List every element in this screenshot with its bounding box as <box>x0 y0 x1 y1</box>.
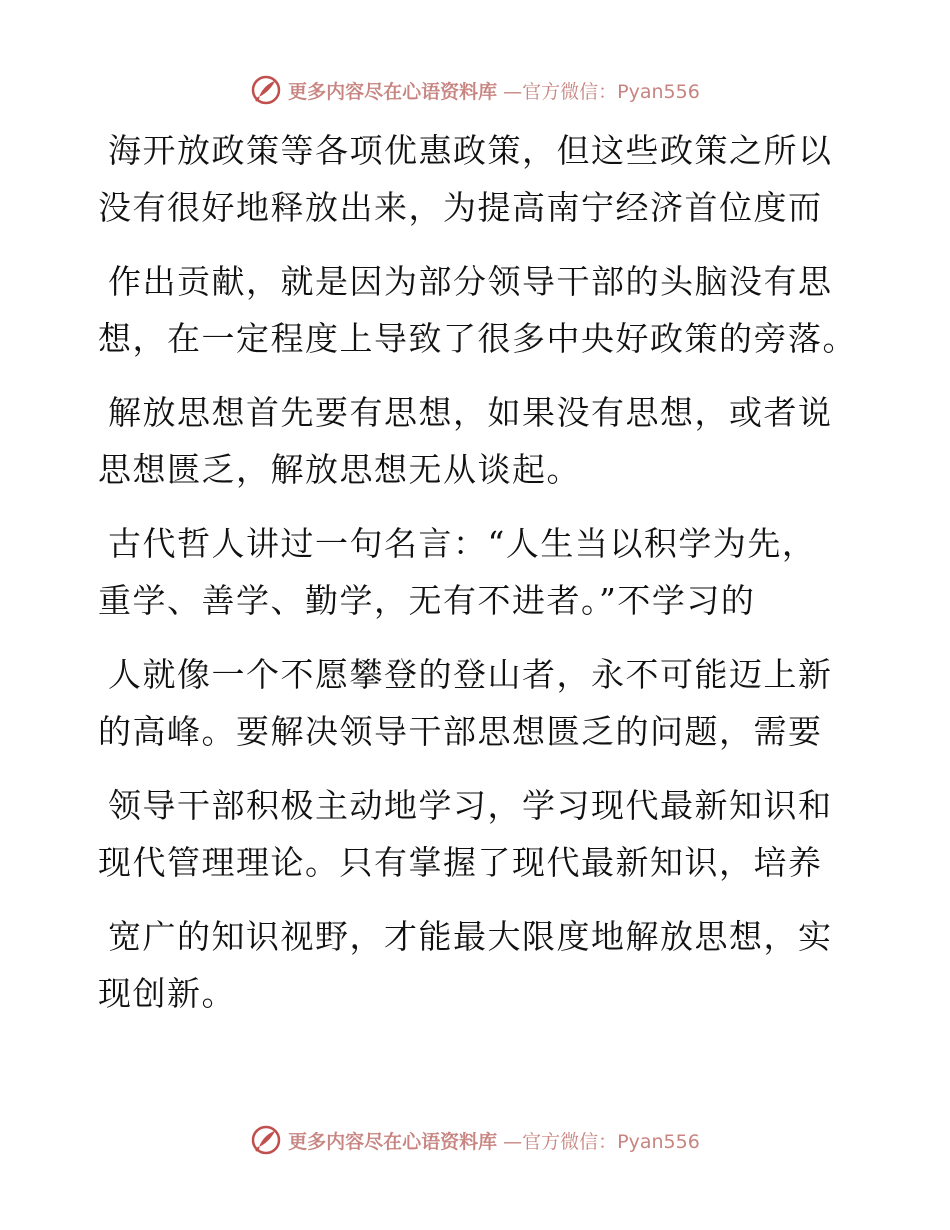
paragraph <box>98 122 838 236</box>
banner-wechat-text: —官方微信：Pyan556 <box>503 80 700 103</box>
footer-banner <box>0 1120 950 1160</box>
text-line: 没有很好地释放出来，为提高南宁经济首位度而 <box>98 188 823 227</box>
banner-brand-text: 更多内容尽在心语资料库 <box>288 1130 498 1153</box>
paragraph <box>98 777 838 891</box>
banner-brand-text: 更多内容尽在心语资料库 <box>288 80 498 103</box>
feather-pen-logo-icon <box>250 1124 282 1156</box>
header-banner <box>0 70 950 110</box>
paragraph <box>98 515 838 629</box>
paragraph <box>98 384 838 498</box>
text-line: 想，在一定程度上导致了很多中央好政策的旁落。 <box>98 319 857 358</box>
feather-pen-logo-icon <box>250 74 282 106</box>
text-line: 海开放政策等各项优惠政策，但这些政策之所以 <box>108 131 833 170</box>
text-line: 解放思想首先要有思想，如果没有思想，或者说 <box>108 393 833 432</box>
text-line: 的高峰。要解决领导干部思想匮乏的问题，需要 <box>98 712 823 751</box>
text-line: 作出贡献，就是因为部分领导干部的头脑没有思 <box>108 262 833 301</box>
paragraph <box>98 908 838 1022</box>
document-body <box>98 122 857 1039</box>
text-line: 古代哲人讲过一句名言：“人生当以积学为先， <box>108 524 817 563</box>
text-line: 现代管理理论。只有掌握了现代最新知识，培养 <box>98 843 823 882</box>
text-line: 人就像一个不愿攀登的登山者，永不可能迈上新 <box>108 655 833 694</box>
paragraph <box>98 646 838 760</box>
text-line: 领导干部积极主动地学习，学习现代最新知识和 <box>108 786 833 825</box>
text-line: 重学、善学、勤学，无有不进者。”不学习的 <box>98 581 756 620</box>
banner-wechat-text: —官方微信：Pyan556 <box>503 1130 700 1153</box>
text-line: 思想匮乏，解放思想无从谈起。 <box>98 450 581 489</box>
paragraph <box>98 253 857 367</box>
text-line: 宽广的知识视野，才能最大限度地解放思想，实 <box>108 917 833 956</box>
text-line: 现创新。 <box>98 974 236 1013</box>
